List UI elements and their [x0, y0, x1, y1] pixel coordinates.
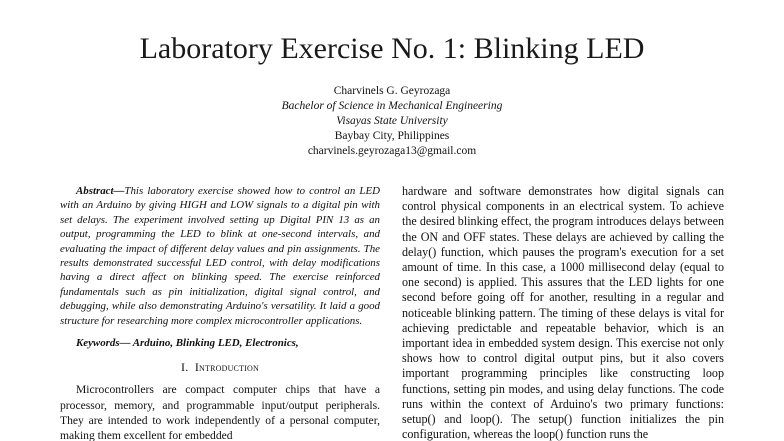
right-column — [402, 184, 724, 441]
section-title: Introduction — [194, 360, 259, 375]
right-column-paragraph: hardware and software demonstrates how digital signals can control physical components in an electrical system. To achieve the desired blinking effect, the program introduces delays between the ON and OFF states. These delays are achieved by calling the delay() function, which pauses the program's execution for a set amount of time. In this case, a 1000 millisecond delay (equal to one second) is applied. This assures that the LED lights for one second before going off for another, resulting in a regular and noticeable blinking pattern. The timing of these delays is vital for achieving predictable and repeatable behavior, which is an important idea in embedded system design. This exercise not only shows how to control digital output pins, but it also covers important programming principles like constructing loop functions, setting pin modes, and using delay functions. The code runs within the context of Arduino's two primary functions: setup() and loop(). The setup() function initializes the pin configuration, whereas the loop() function runs the — [402, 184, 724, 441]
keywords-text: Arduino, Blinking LED, Electronics, — [132, 337, 299, 350]
keywords: Keywords— Arduino, Blinking LED, Electronics, — [76, 337, 299, 350]
section-number: I. — [181, 360, 189, 375]
intro-paragraph: Microcontrollers are compact computer chips that have a processor, memory, and programmable input/output peripherals. They are intended to work independently of a personal computer, making them excellent for embedded — [60, 383, 380, 441]
author-location: Baybay City, Philippines — [334, 130, 450, 142]
author-block — [0, 84, 784, 159]
section-heading — [60, 360, 380, 375]
left-column — [60, 184, 380, 441]
author-email: charvinels.geyrozaga13@gmail.com — [307, 145, 477, 157]
author-university: Visayas State University — [336, 115, 448, 127]
author-name: Charvinels G. Geyrozaga — [333, 85, 451, 97]
abstract: Abstract—This laboratory exercise showed how to control an LED with an Arduino by giving HIGH and LOW signals to a digital pin with set delays. The experiment involved setting up Digital PIN 13 as an output, programming the LED to blink at one-second intervals, and evaluating the impact of different delay values and pin assignments. The results demonstrated successful LED control, with delay modifications having a direct affect on blinking speed. The exercise reinforced fundamentals such as pin initialization, digital signal control, and debugging, while also demonstrating Arduino's versatility. It laid a good structure for researching more complex microcontroller applications. — [60, 185, 380, 327]
keywords-label: Keywords — [76, 337, 120, 350]
paper-title: Laboratory Exercise No. 1: Blinking LED — [139, 32, 645, 65]
abstract-text: This laboratory exercise showed how to control an LED with an Arduino by giving HIGH and LOW signals to a digital pin with set delays. The experiment involved setting up Digital PIN 13 as an output, programming the LED to blink at one-second intervals, and evaluating the impact of different delay values and pin assignments. The results demonstrated successful LED control, with delay modifications having a direct affect on blinking speed. The exercise reinforced fundamentals such as pin initialization, digital signal control, and debugging, while also demonstrating Arduino's versatility. It laid a good structure for researching more complex microcontroller applications. — [60, 185, 380, 327]
author-program: Bachelor of Science in Mechanical Engineering — [281, 100, 503, 112]
abstract-label: Abstract — [76, 185, 114, 197]
